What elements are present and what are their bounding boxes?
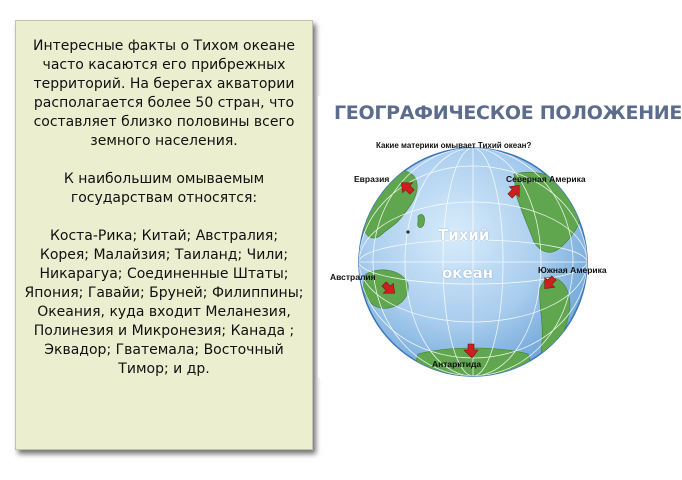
map-subtitle: Какие материки омывает Тихий океан? [376, 141, 532, 150]
geography-map [318, 96, 682, 378]
label-south-america: Южная Америка [538, 265, 607, 275]
ocean-label-line2: океан [442, 264, 494, 282]
countries-heading: К наибольшим омываемым государствам относятся: [63, 171, 265, 206]
map-title: ГЕОГРАФИЧЕСКОЕ ПОЛОЖЕНИЕ [334, 102, 682, 124]
label-eurasia: Евразия [354, 174, 390, 184]
text-card [15, 20, 313, 450]
japan-land [418, 214, 425, 227]
label-antarctica: Антарктида [432, 359, 482, 369]
countries-list: Коста-Рика; Китай; Австралия; Корея; Малайзия; Таиланд; Чили; Никарагуа; Соединенные Штаты; Япония; Гавайи; Бруней; Филиппины; Океания, куда входит Меланезия, Полинезия и Микронезия; Канада ; Эквадор; Гватемала; Восточный Тимор; и др. [24, 228, 304, 377]
label-australia: Австралия [330, 272, 376, 282]
label-north-america: Северная Америка [506, 174, 586, 184]
intro-paragraph: Интересные факты о Тихом океане часто касаются его прибрежных территорий. На берегах акватории располагается более 50 стран, что составляет близко половины всего земного населения. [32, 38, 296, 149]
ocean-label-line1: Тихий [438, 226, 490, 244]
